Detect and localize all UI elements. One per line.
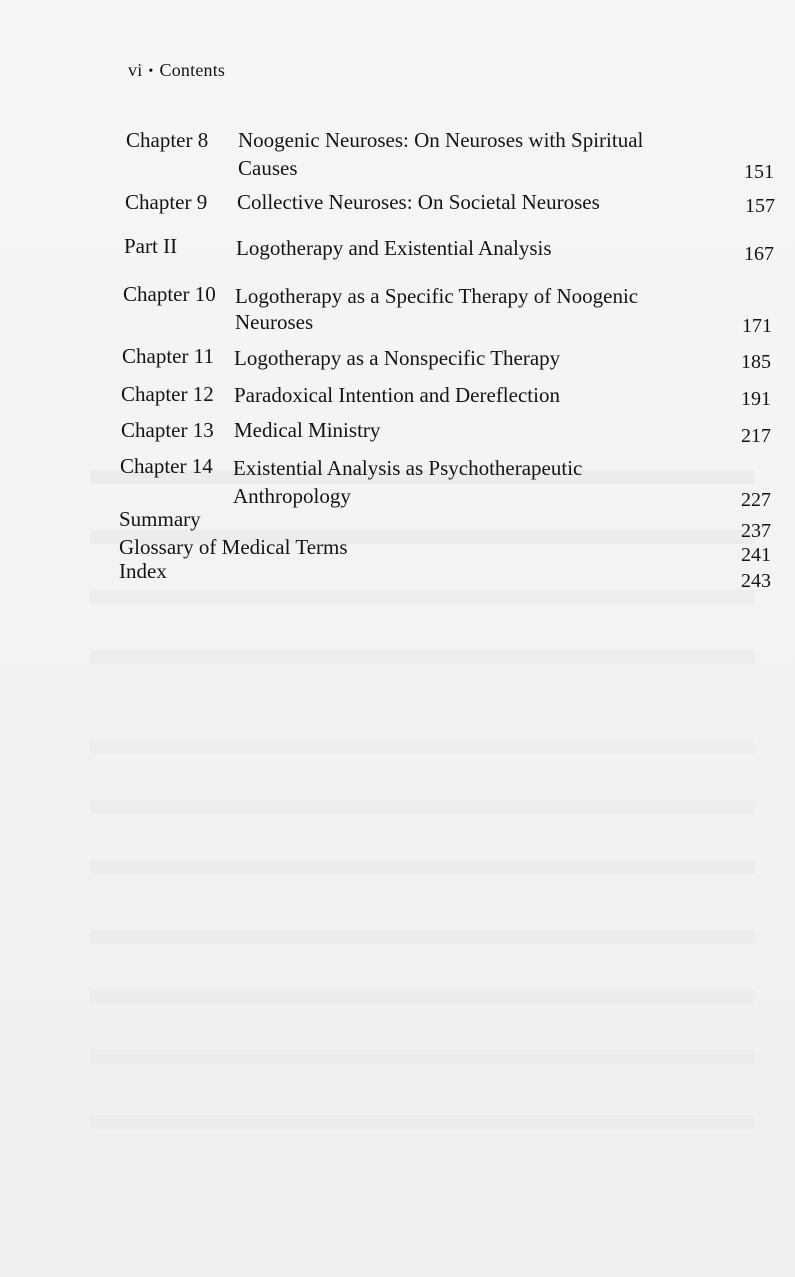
entry-title-line1: Existential Analysis as Psychotherapeutic bbox=[233, 456, 583, 480]
entry-label: Glossary of Medical Terms bbox=[119, 535, 348, 559]
bullet: • bbox=[148, 64, 154, 79]
entry-page-number: 217 bbox=[741, 425, 771, 447]
entry-page-number: 237 bbox=[741, 520, 771, 542]
entry-page-number: 243 bbox=[741, 570, 771, 592]
entry-title-line1: Paradoxical Intention and Dereflection bbox=[234, 383, 560, 407]
entry-label: Chapter 9 bbox=[125, 190, 208, 214]
entry-title-line2: Neuroses bbox=[235, 310, 314, 334]
entry-title-line1: Medical Ministry bbox=[234, 418, 381, 442]
entry-title-line2: Causes bbox=[238, 156, 298, 180]
entry-title-line1: Logotherapy and Existential Analysis bbox=[236, 236, 552, 260]
entry-page-number: 185 bbox=[741, 351, 771, 373]
entry-page-number: 227 bbox=[741, 489, 771, 511]
toc-entry bbox=[121, 380, 781, 410]
toc-entry bbox=[120, 452, 782, 512]
entry-label: Chapter 13 bbox=[121, 418, 214, 442]
entry-title-line1: Collective Neuroses: On Societal Neuroses bbox=[237, 190, 600, 214]
entry-label: Chapter 8 bbox=[126, 128, 209, 152]
entry-title-line1: Noogenic Neuroses: On Neuroses with Spiritual bbox=[238, 128, 644, 152]
entry-label: Chapter 10 bbox=[123, 282, 216, 306]
bleed-through-mark bbox=[90, 650, 755, 664]
entry-label: Chapter 11 bbox=[122, 344, 214, 368]
page-label: vi bbox=[128, 60, 143, 80]
entry-page-number: 171 bbox=[742, 315, 772, 337]
bleed-through-mark bbox=[90, 1050, 755, 1064]
bleed-through-mark bbox=[90, 800, 755, 814]
entry-page-number: 151 bbox=[744, 161, 774, 183]
bleed-through-mark bbox=[90, 860, 755, 874]
toc-entry bbox=[124, 232, 784, 265]
section-title: Contents bbox=[159, 60, 226, 80]
toc-entry bbox=[123, 280, 783, 340]
bleed-through-mark bbox=[90, 990, 755, 1004]
entry-title-line1: Logotherapy as a Specific Therapy of Noogenic bbox=[235, 284, 639, 308]
entry-page-number: 167 bbox=[744, 243, 774, 265]
entry-page-number: 157 bbox=[745, 195, 775, 217]
bleed-through-mark bbox=[90, 1115, 755, 1129]
bleed-through-mark bbox=[90, 740, 755, 754]
entry-label: Chapter 14 bbox=[120, 454, 213, 478]
entry-title-line1: Logotherapy as a Nonspecific Therapy bbox=[234, 346, 561, 370]
entry-title-line2: Anthropology bbox=[233, 484, 351, 508]
toc-entry bbox=[122, 342, 782, 372]
entry-label: Part II bbox=[124, 234, 178, 258]
entry-page-number: 241 bbox=[741, 544, 771, 566]
toc-entry bbox=[121, 416, 781, 446]
entry-label: Chapter 12 bbox=[121, 382, 214, 406]
toc-entry bbox=[126, 126, 786, 186]
entry-label: Summary bbox=[119, 507, 201, 531]
toc-entry bbox=[119, 557, 781, 592]
entry-label: Index bbox=[119, 559, 167, 583]
entry-page-number: 191 bbox=[741, 388, 771, 410]
bleed-through-mark bbox=[90, 590, 755, 604]
running-head bbox=[128, 60, 225, 81]
bleed-through-mark bbox=[90, 930, 755, 944]
toc-entry bbox=[125, 188, 785, 218]
toc-entry bbox=[119, 505, 781, 542]
